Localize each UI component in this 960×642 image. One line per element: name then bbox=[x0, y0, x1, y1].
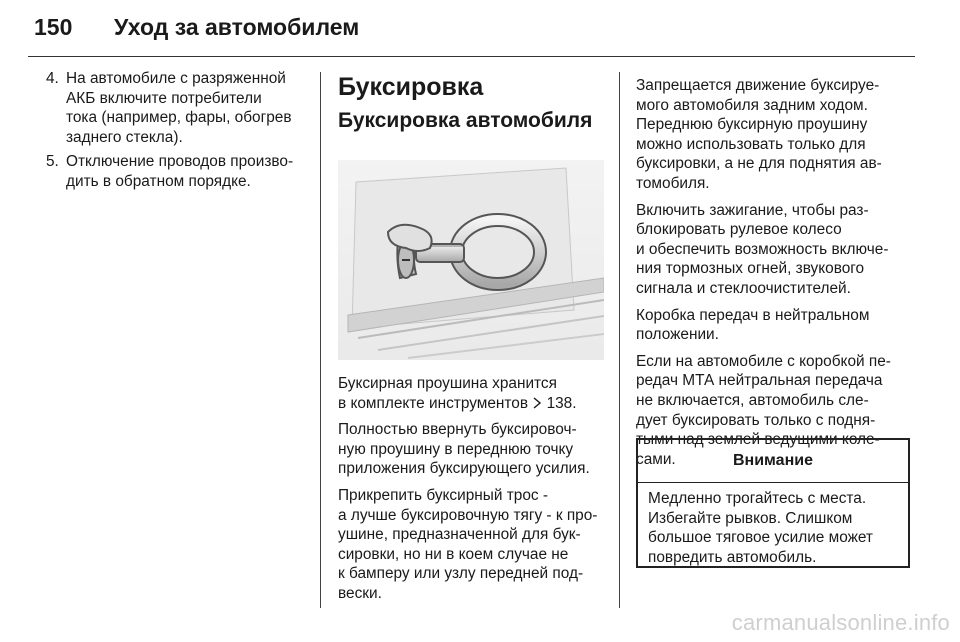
warning-body bbox=[638, 483, 908, 567]
text-line: Избегайте рывков. Слишком bbox=[648, 509, 853, 527]
warning-box bbox=[636, 438, 910, 568]
text-line: Переднюю буксирную проушину bbox=[636, 116, 868, 134]
text-line: дить в обратном порядке. bbox=[66, 172, 251, 190]
text-line: томобиля. bbox=[636, 174, 710, 192]
text-line: к бамперу или узлу передней под- bbox=[338, 565, 584, 583]
towing-eye-illustration bbox=[338, 160, 604, 360]
text-line: не включается, автомобиль сле- bbox=[636, 391, 869, 409]
paragraph bbox=[338, 486, 618, 604]
header-rule bbox=[28, 56, 915, 57]
list-item-number: 5. bbox=[46, 153, 59, 171]
text-line: буксировки, а не для поднятия ав- bbox=[636, 155, 882, 173]
paragraph bbox=[636, 201, 926, 299]
text-line: Медленно трогайтесь с места. bbox=[648, 490, 867, 507]
text-line: тыми над землей ведущими колe- bbox=[636, 431, 880, 449]
section-heading: Буксировка bbox=[338, 73, 484, 101]
watermark: carmanualsonline.info bbox=[731, 610, 950, 635]
page-reference-arrow-icon bbox=[532, 397, 542, 409]
step-list bbox=[46, 69, 316, 192]
text-line: Запрещается движение буксируе- bbox=[636, 77, 880, 94]
column-divider-left bbox=[320, 72, 321, 608]
warning-title: Внимание bbox=[638, 440, 908, 483]
text-line: Полностью ввернуть буксировоч- bbox=[338, 421, 577, 439]
text-line: мого автомобиля задним ходом. bbox=[636, 96, 868, 114]
text-line: в комплекте инструментов bbox=[338, 394, 533, 412]
section-subheading: Буксировка автомобиля bbox=[338, 109, 593, 132]
text-line: положении. bbox=[636, 326, 719, 344]
text-line: блокировать рулевое колесо bbox=[636, 221, 842, 239]
text-line: вески. bbox=[338, 584, 382, 602]
text-line: можно использовать только для bbox=[636, 135, 866, 153]
list-item bbox=[46, 69, 316, 147]
text-line: а лучше буксировочную тягу - к про- bbox=[338, 506, 598, 524]
text-line: тока (например, фары, обогрев bbox=[66, 109, 292, 127]
left-column bbox=[46, 69, 316, 197]
text-line: Прикрепить буксирный трос - bbox=[338, 486, 548, 504]
text-line: ную проушину в переднюю точку bbox=[338, 440, 574, 458]
list-item bbox=[46, 152, 316, 191]
paragraph bbox=[338, 420, 618, 479]
paragraph bbox=[636, 306, 926, 345]
text-line: Отключение проводов произво- bbox=[66, 153, 294, 171]
text-line: и обеспечить возможность включе- bbox=[636, 240, 889, 258]
text-line: приложения буксирующего усилия. bbox=[338, 460, 590, 478]
text-line: Если на автомобиле с коробкой пе- bbox=[636, 352, 891, 370]
text-line: АКБ включите потребители bbox=[66, 89, 262, 107]
text-line: ния тормозных огней, звукового bbox=[636, 260, 865, 278]
text-line: На автомобиле с разряженной bbox=[66, 70, 286, 87]
middle-column-text bbox=[338, 374, 618, 611]
text-line: сигнала и стеклоочистителей. bbox=[636, 279, 851, 297]
page-title: Уход за автомобилем bbox=[114, 14, 360, 40]
text-line: редач МТА нейтральная передача bbox=[636, 372, 883, 390]
text-line: дует буксировать только с подня- bbox=[636, 411, 876, 429]
column-divider-right bbox=[619, 72, 620, 608]
text-line: большое тяговое усилие может bbox=[648, 529, 873, 547]
paragraph bbox=[636, 76, 926, 194]
towing-eye-icon bbox=[338, 160, 604, 360]
text-line: повредить автомобиль. bbox=[648, 548, 817, 566]
page-reference[interactable]: 138. bbox=[546, 394, 577, 412]
page-number: 150 bbox=[34, 14, 73, 40]
paragraph bbox=[338, 374, 618, 413]
list-item-number: 4. bbox=[46, 70, 59, 87]
text-line: Включить зажигание, чтобы раз- bbox=[636, 201, 869, 219]
text-line: сами. bbox=[636, 450, 676, 468]
text-line: ушине, предназначенной для бук- bbox=[338, 526, 581, 544]
text-line: сировки, но ни в коем случае не bbox=[338, 545, 569, 563]
text-line: Буксирная проушина хранится bbox=[338, 375, 557, 392]
text-line: заднего стекла). bbox=[66, 128, 183, 146]
text-line: Коробка передач в нейтральном bbox=[636, 306, 870, 324]
right-column bbox=[636, 76, 926, 476]
middle-column-headings bbox=[338, 72, 618, 134]
